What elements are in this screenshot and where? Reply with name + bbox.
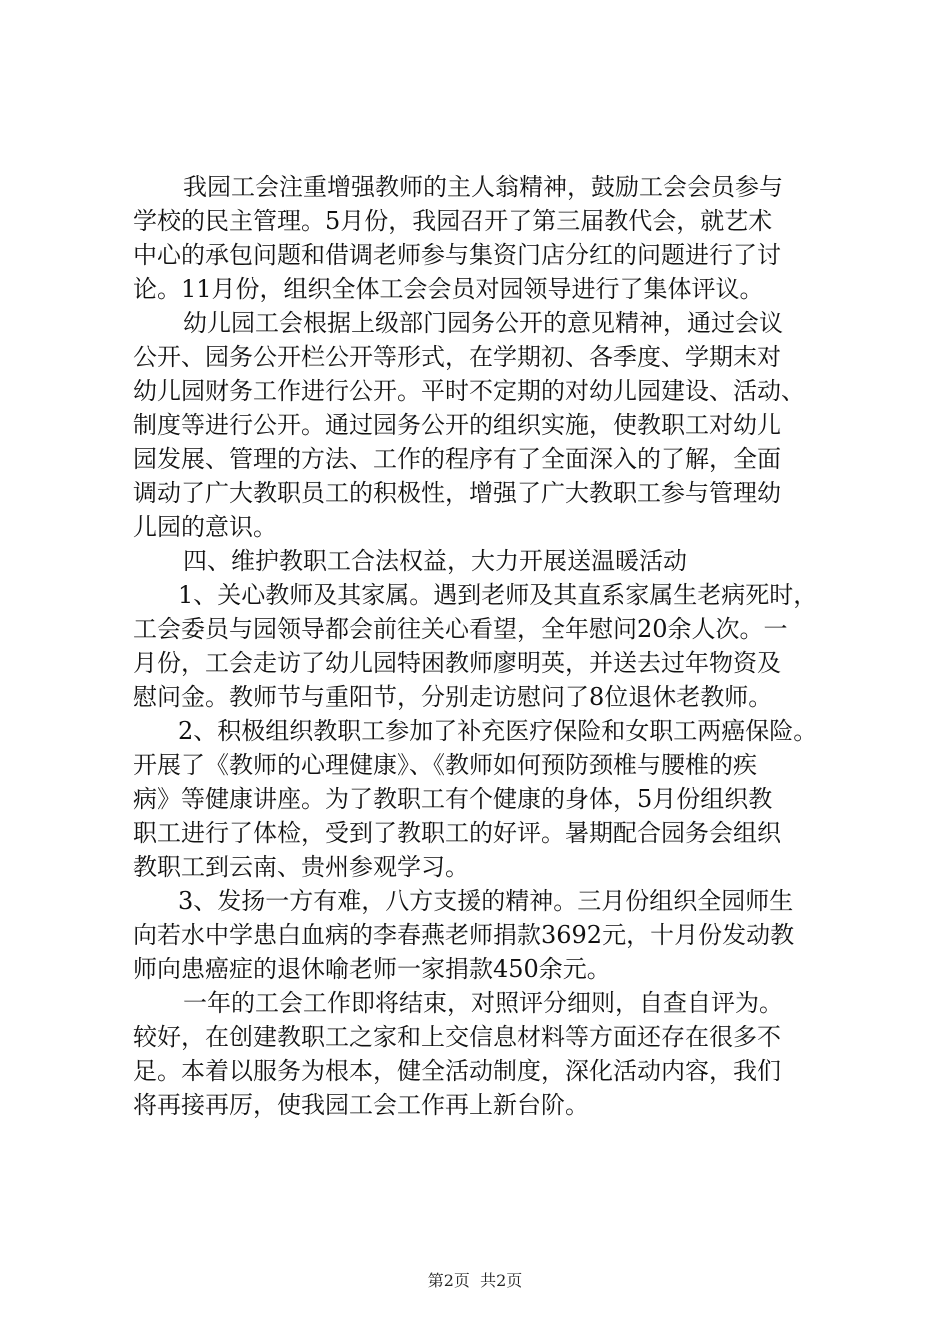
section-heading: 四、维护教职工合法权益，大力开展送温暖活动 (183, 547, 687, 575)
text-line: 幼儿园财务工作进行公开。平时不定期的对幼儿园建设、活动、 (133, 377, 805, 405)
text-line: 3、发扬一方有难，八方支援的精神。三月份组织全园师生 (178, 887, 794, 915)
text-line: 病》等健康讲座。为了教职工有个健康的身体，5月份组织教 (133, 785, 773, 813)
text-line: 将再接再厉，使我园工会工作再上新台阶。 (133, 1091, 589, 1119)
text-line: 园发展、管理的方法、工作的程序有了全面深入的了解，全面 (133, 445, 781, 473)
text-line: 职工进行了体检，受到了教职工的好评。暑期配合园务会组织 (133, 819, 781, 847)
text-line: 慰问金。教师节与重阳节，分别走访慰问了8位退休老教师。 (133, 683, 773, 711)
text-line: 我园工会注重增强教师的主人翁精神，鼓励工会会员参与 (183, 173, 783, 201)
text-line: 教职工到云南、贵州参观学习。 (133, 853, 469, 881)
text-line: 学校的民主管理。5月份，我园召开了第三届教代会，就艺术 (133, 207, 773, 235)
text-line: 2、积极组织教职工参加了补充医疗保险和女职工两癌保险。 (178, 717, 818, 745)
text-line: 幼儿园工会根据上级部门园务公开的意见精神，通过会议 (183, 309, 783, 337)
text-line: 师向患癌症的退休喻老师一家捐款450余元。 (133, 955, 611, 983)
text-line: 1、关心教师及其家属。遇到老师及其直系家属生老病死时， (178, 581, 818, 609)
text-line: 开展了《教师的心理健康》、《教师如何预防颈椎与腰椎的疾 (133, 751, 757, 779)
text-line: 公开、园务公开栏公开等形式，在学期初、各季度、学期末对 (133, 343, 781, 371)
text-line: 向若水中学患白血病的李春燕老师捐款3692元，十月份发动教 (133, 921, 795, 949)
text-line: 较好，在创建教职工之家和上交信息材料等方面还存在很多不 (133, 1023, 781, 1051)
text-line: 月份，工会走访了幼儿园特困教师廖明英，并送去过年物资及 (133, 649, 781, 677)
text-line: 一年的工会工作即将结束，对照评分细则，自查自评为。 (183, 989, 783, 1017)
text-line: 制度等进行公开。通过园务公开的组织实施，使教职工对幼儿 (133, 411, 781, 439)
text-line: 中心的承包问题和借调老师参与集资门店分红的问题进行了讨 (133, 241, 781, 269)
text-line: 足。本着以服务为根本，健全活动制度，深化活动内容，我们 (133, 1057, 781, 1085)
text-line: 工会委员与园领导都会前往关心看望，全年慰问20余人次。一 (133, 615, 788, 643)
page-number-footer: 第2页 共2页 (427, 1271, 523, 1290)
text-line: 儿园的意识。 (133, 513, 277, 541)
text-line: 调动了广大教职员工的积极性，增强了广大教职工参与管理幼 (133, 479, 781, 507)
text-line: 论。11月份，组织全体工会会员对园领导进行了集体评议。 (133, 275, 764, 303)
